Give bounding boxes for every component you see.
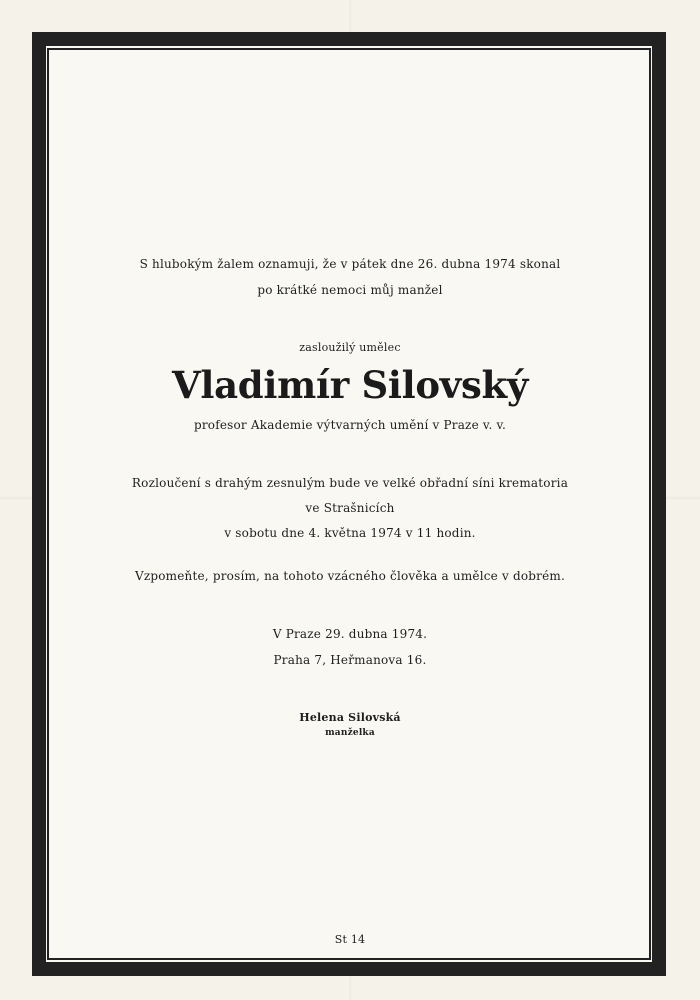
signer-role: manželka: [325, 728, 375, 738]
deceased-name: Vladimír Silovský: [171, 363, 529, 407]
honorific-title: zasloužilý umělec: [299, 341, 401, 354]
farewell-line-3: v sobotu dne 4. května 1974 v 11 hodin.: [224, 526, 476, 540]
deceased-position: profesor Akademie výtvarných umění v Praze v. v.: [193, 418, 507, 432]
remembrance-line: Vzpomeňte, prosím, na tohoto vzácného člověka a umělce v dobrém.: [134, 569, 565, 583]
place-date: V Praze 29. dubna 1974.: [272, 627, 428, 641]
farewell-line-1: Rozloučení s drahým zesnulým bude ve velké obřadní síni krematoria: [131, 476, 569, 490]
intro-line-2: po krátké nemoci můj manžel: [257, 283, 443, 297]
intro-line-1: S hlubokým žalem oznamuji, že v pátek dne 26. dubna 1974 skonal: [139, 257, 561, 271]
address: Praha 7, Heřmanova 16.: [273, 653, 427, 667]
reference-code: St 14: [334, 933, 366, 946]
signer-name: Helena Silovská: [299, 711, 401, 724]
farewell-line-2: ve Strašnicích: [305, 501, 395, 515]
